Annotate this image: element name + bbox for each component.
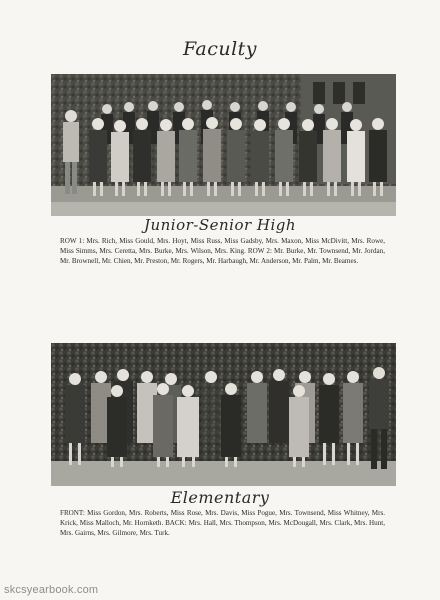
elementary-caption: FRONT: Miss Gordon, Mrs. Roberts, Miss Rose, Mrs. Davis, Miss Pogue, Mrs. Townsend, Miss Whitney, Mrs. Krick, Miss Malloch, Mr. Hornketh. BACK: Mrs. Hall, Mrs. Thompson, Mrs. McDougall, Mrs. Clark, Mrs. Hunt, Mrs. Gairns, Mrs. Gilmore, Mrs. Turk. — [60, 509, 385, 538]
junior-senior-caption: ROW 1: Mrs. Rich, Miss Gould, Mrs. Hoyt, Miss Russ, Miss Gadsby, Mrs. Maxon, Miss McDivitt, Mrs. Rowe, Miss Simms, Mrs. Ceretta, Mrs. Burke, Mrs. Wilson, Mrs. King. ROW 2: Mr. Burke, Mr. Townsend, Mr. Jordan, Mr. Brownell, Mr. Chien, Mr. Preston, Mr. Rogers, Mr. Harbaugh, Mr. Anderson, Mr. Palm, Mr. Beames. — [60, 237, 385, 266]
junior-senior-faculty-photo — [51, 74, 396, 216]
elementary-faculty-photo — [51, 343, 396, 486]
elementary-heading: Elementary — [170, 488, 270, 507]
site-watermark: skcsyearbook.com — [4, 584, 99, 596]
page-title: Faculty — [182, 38, 258, 60]
photo-2-illustration — [51, 343, 396, 486]
photo-1-illustration — [51, 74, 396, 216]
junior-senior-heading: Junior-Senior High — [143, 216, 297, 234]
